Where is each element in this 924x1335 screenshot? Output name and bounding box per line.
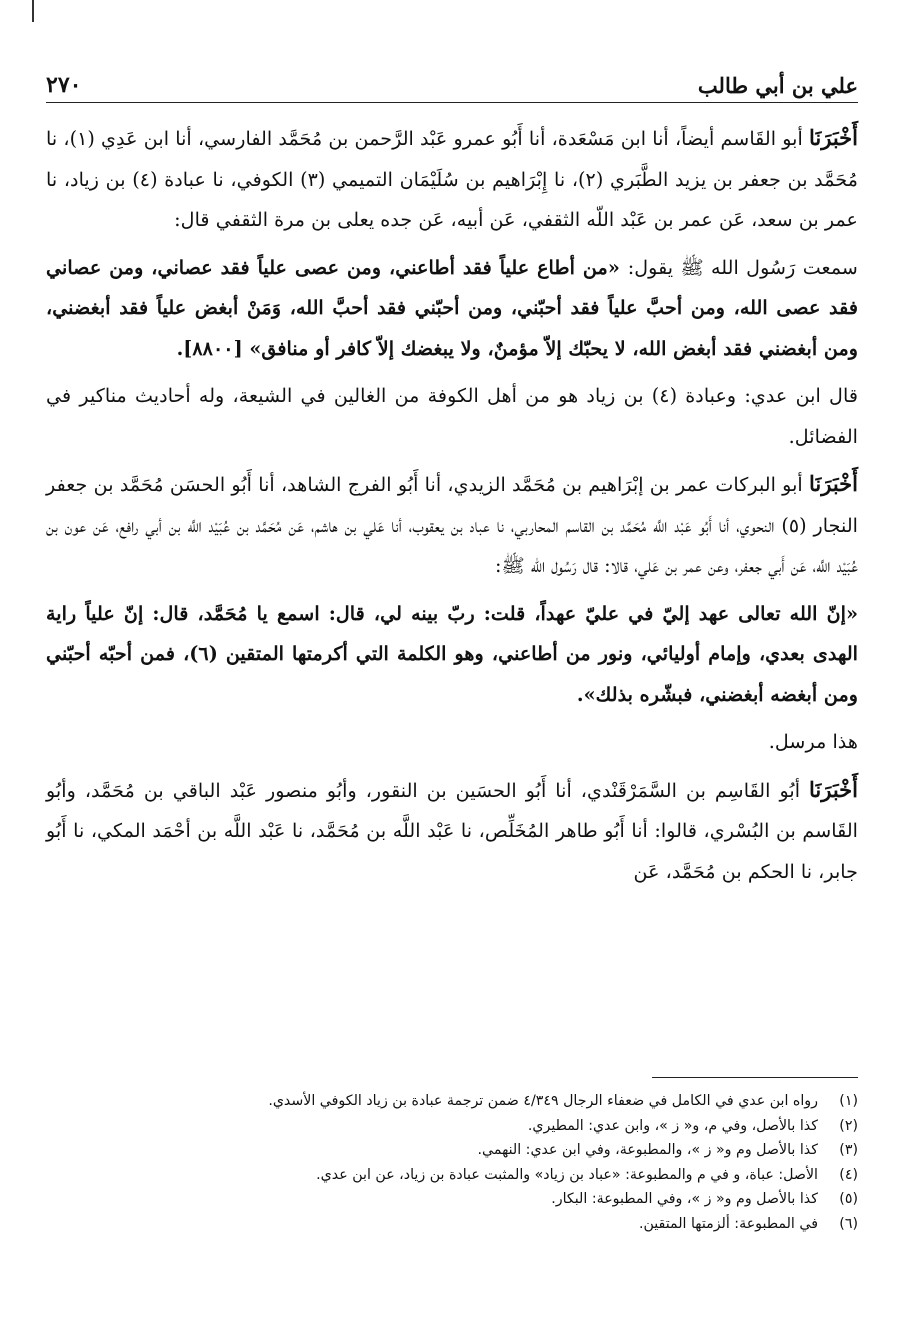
paragraph-lead: سمعت رَسُول الله ﷺ يقول:: [627, 255, 858, 279]
paragraph-text: «إنّ الله تعالى عهد إليّ في عليّ عهداً، قلت: ربّ بينه لي، قال: اسمع يا مُحَمَّد، قال: إنّ علياً راية الهدى بعدي، وإمام أوليائي، ونور من أطاعني، وهو الكلمة التي أكرمتها المتقين (٦)، فمن أحبّه أحبّني ومن أبغضه أبغضني، فبشّره بذلك».: [46, 601, 858, 706]
footnote-2: [46, 1116, 858, 1138]
footnote-text: كذا بالأصل وم و« ز »، وفي المطبوعة: البكار.: [551, 1191, 818, 1207]
footnote-5: [46, 1189, 858, 1211]
footnote-number: (٢): [839, 1117, 858, 1134]
footnote-number: (٤): [839, 1166, 858, 1183]
paragraph-text: أبو القَاسم أيضاً، أنا ابن مَسْعَدة، أنا أَبُو عمرو عَبْد الرَّحمن بن مُحَمَّد الفارسي، أنا ابن عَدِي (١)، نا مُحَمَّد بن جعفر بن يزيد الطَّبَري (٢)، نا إِبْرَاهيم بن سُلَيْمَان التميمي (٣) الكوفي، نا عبادة (٤) بن زياد، نا عمر بن سعد، عَن عمر بن عَبْد اللّه الثقفي، عَن أبيه، عَن جده يعلى بن مرة الثقفي قال:: [46, 127, 859, 231]
footnote-text: رواه ابن عدي في الكامل في ضعفاء الرجال ٤/٣٤٩ ضمن ترجمة عبادة بن زياد الكوفي الأسدي.: [268, 1093, 818, 1109]
paragraph-2: [46, 248, 858, 370]
footnote-number: (٥): [839, 1191, 858, 1207]
running-title: علي بن أبي طالب: [697, 73, 858, 98]
footnote-number: (٣): [839, 1142, 858, 1158]
footnote-4: [46, 1165, 858, 1187]
paragraph-6: [46, 722, 858, 763]
footnotes: [46, 1091, 858, 1238]
paragraph-text: هذا مرسل.: [768, 730, 858, 753]
main-text: [46, 118, 858, 899]
footnote-number: (١): [839, 1093, 858, 1109]
footnote-text: كذا بالأصل وم و« ز »، والمطبوعة، وفي ابن عدي: النهمي.: [477, 1142, 818, 1158]
footnote-separator: [652, 1077, 858, 1078]
paragraph-1: [46, 118, 858, 241]
footnote-6: [46, 1214, 858, 1236]
footnote-text: كذا بالأصل، وفي م، و« ز »، وابن عدي: المطيري.: [527, 1117, 818, 1134]
paragraph-text: أبو البركات عمر بن إبْرَاهيم بن مُحَمَّد الزيدي، أنا أَبُو الفرج الشاهد، أنا أَبُو الحسَن مُحَمَّد بن جعفر النجار (٥) النحوي، أنا أَبُو عَبْد اللَّه مُحَمَّد بن القاسم المحاربي، نا عباد بن يعقوب، أنا عَلي بن هاشم، عَن مُحَمَّد بن عُبَيْد اللَّه بن أبي رافع، عَن عون بن عُبَيْد اللَّه، عَن أَبي جعفر، وعن عمر بن عَلي، قالا: قال رَسُول الله ﷺ:: [46, 473, 858, 577]
page-number: ٢٧٠: [46, 72, 82, 98]
margin-mark: [32, 0, 34, 22]
paragraph-4: [46, 464, 858, 587]
paragraph-lead: أَخْبَرَنَا: [809, 776, 858, 802]
page: [46, 0, 858, 1335]
footnote-number: (٦): [839, 1215, 858, 1232]
page-header: [46, 62, 858, 103]
footnote-text: في المطبوعة: ألزمتها المتقين.: [638, 1215, 818, 1232]
footnote-text: الأصل: عباة، و في م والمطبوعة: «عباد بن زياد» والمثبت عبادة بن زياد، عن ابن عدي.: [316, 1166, 818, 1183]
paragraph-text: قال ابن عدي: وعبادة (٤) بن زياد هو من أهل الكوفة من الغالين في الشيعة، وله أحاديث مناكير في الفضائل.: [46, 384, 858, 448]
paragraph-text: أبُو القَاسِم بن السَّمَرْقَنْدي، أنا أَبُو الحسَين بن النقور، وأبُو منصور عَبْد الباقي بن مُحَمَّد، وأبُو القَاسم بن البُسْري، قالوا: أنا أَبُو طاهر المُخَلِّص، نا عَبْد اللَّه بن مُحَمَّد، نا عَبْد اللَّه بن أحْمَد المكي، نا أَبُو جابر، نا الحكم بن مُحَمَّد، عَن: [46, 778, 858, 883]
footnote-1: [46, 1091, 858, 1113]
paragraph-text: «من أطاع علياً فقد أطاعني، ومن عصى علياً فقد عصاني، ومن عصاني فقد عصى الله، ومن أحبَّ علياً فقد أحبّني، ومن أحبّني فقد أحبَّ الله، وَمَنْ أبغض علياً فقد أبغضني، ومن أبغضني فقد أبغض الله، لا يحبّك إلاّ مؤمنٌ، ولا يبغضك إلاّ كافر أو منافق» [٨٨٠٠].: [46, 255, 858, 360]
paragraph-7: [46, 770, 858, 893]
paragraph-lead: أَخْبَرَنَا: [809, 471, 858, 496]
footnote-3: [46, 1140, 858, 1162]
paragraph-5: [46, 594, 858, 716]
paragraph-lead: أَخْبَرَنَا: [809, 125, 858, 150]
paragraph-3: [46, 376, 858, 457]
